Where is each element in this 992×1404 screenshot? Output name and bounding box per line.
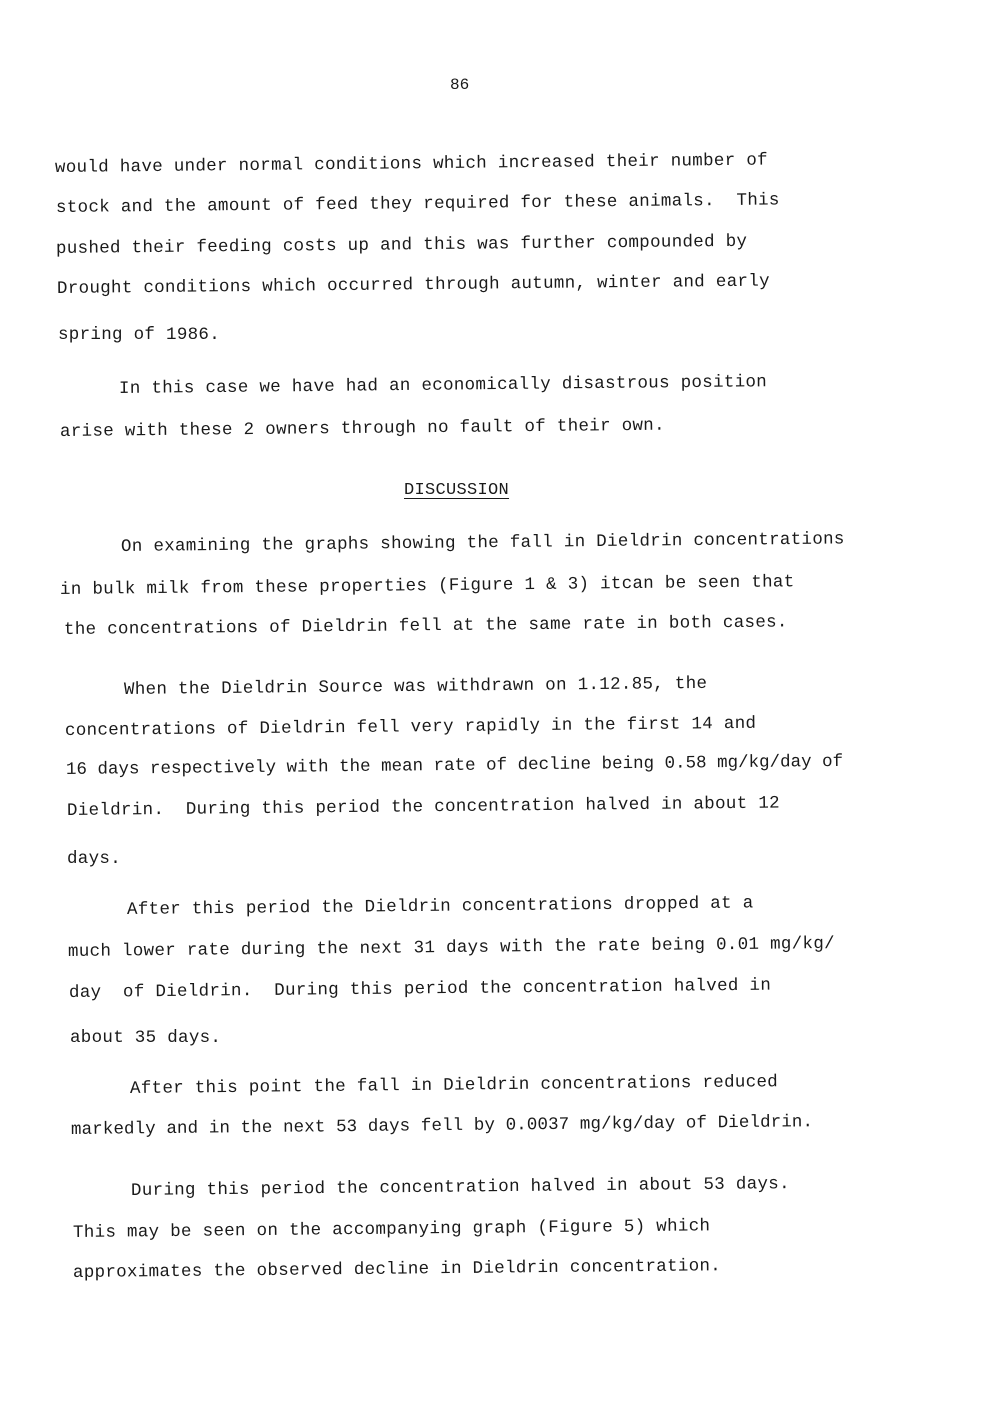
- text-line: After this point the fall in Dieldrin concentrations reduced: [129, 1072, 779, 1099]
- text-line: stock and the amount of feed they required for these animals. This: [55, 190, 780, 218]
- text-line: in bulk milk from these properties (Figure 1 & 3) itcan be seen that: [59, 572, 795, 600]
- text-line: day of Dieldrin. During this period the concentration halved in: [68, 975, 772, 1003]
- text-line: the concentrations of Dieldrin fell at the same rate in both cases.: [63, 612, 788, 640]
- text-line: about 35 days.: [70, 1028, 222, 1048]
- text-line: markedly and in the next 53 days fell by 0.0037 mg/kg/day of Dieldrin.: [70, 1112, 814, 1140]
- text-line: approximates the observed decline in Dieldrin concentration.: [72, 1256, 722, 1283]
- text-line: days.: [67, 849, 122, 869]
- text-line: During this period the concentration halved in about 53 days.: [130, 1174, 790, 1201]
- text-line: This may be seen on the accompanying graph (Figure 5) which: [72, 1216, 711, 1243]
- text-line: concentrations of Dieldrin fell very rapidly in the first 14 and: [64, 713, 757, 741]
- text-line: arise with these 2 owners through no fault of their own.: [59, 415, 665, 442]
- text-line: After this period the Dieldrin concentrations dropped at a: [126, 893, 754, 920]
- text-line: much lower rate during the next 31 days with the rate being 0.01 mg/kg/: [67, 933, 835, 962]
- text-line: On examining the graphs showing the fall in Dieldrin concentrations: [120, 529, 845, 557]
- page-number: 86: [450, 76, 470, 94]
- text-line: Dieldrin. During this period the concentration halved in about 12: [66, 793, 780, 821]
- text-line: Drought conditions which occurred through autumn, winter and early: [56, 271, 770, 299]
- section-heading: DISCUSSION: [404, 481, 510, 500]
- text-line: 16 days respectively with the mean rate of decline being 0.58 mg/kg/day of: [65, 751, 844, 780]
- text-line: pushed their feeding costs up and this was further compounded by: [55, 231, 748, 259]
- text-line: would have under normal conditions which increased their number of: [54, 150, 768, 178]
- text-line: When the Dieldrin Source was withdrawn on 1.12.85, the: [123, 673, 708, 700]
- text-line: In this case we have had an economically disastrous position: [118, 372, 768, 399]
- text-line: spring of 1986.: [58, 325, 221, 345]
